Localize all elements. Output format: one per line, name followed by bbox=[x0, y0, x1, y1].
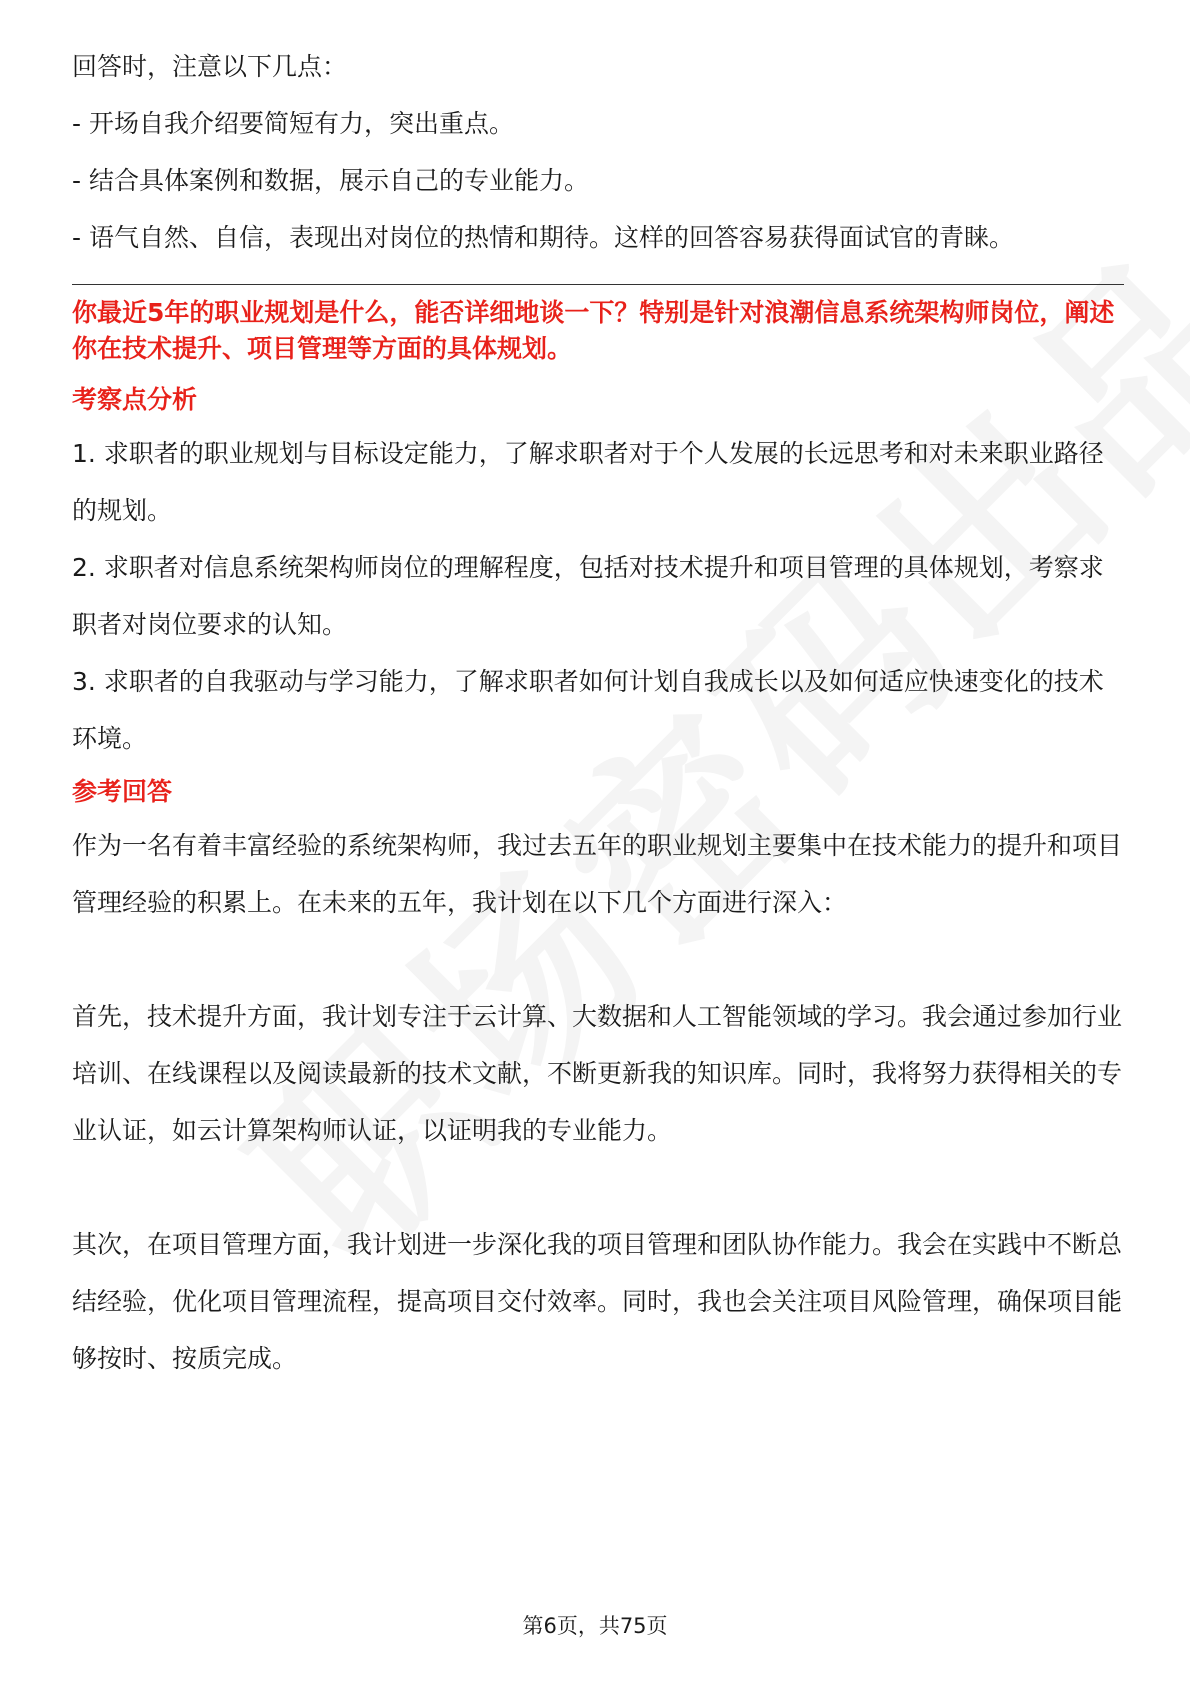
analysis-item-3: 3. 求职者的自我驱动与学习能力，了解求职者如何计划自我成长以及如何适应快速变化的技术环境。 bbox=[72, 667, 1104, 753]
intro-point-3: - 语气自然、自信，表现出对岗位的热情和期待。这样的回答容易获得面试官的青睐。 bbox=[72, 223, 1014, 252]
answer-paragraph-3: 其次，在项目管理方面，我计划进一步深化我的项目管理和团队协作能力。我会在实践中不断总结经验，优化项目管理流程，提高项目交付效率。同时，我也会关注项目风险管理，确保项目能够按时、按质完成。 bbox=[72, 1230, 1123, 1373]
page-content bbox=[72, 38, 1122, 1387]
answer-title: 参考回答 bbox=[72, 777, 173, 806]
intro-point-1: - 开场自我介绍要简短有力，突出重点。 bbox=[72, 109, 514, 138]
analysis-item-1: 1. 求职者的职业规划与目标设定能力，了解求职者对于个人发展的长远思考和对未来职业路径的规划。 bbox=[72, 439, 1104, 525]
intro-point-2: - 结合具体案例和数据，展示自己的专业能力。 bbox=[72, 166, 589, 195]
page-number: 第6页，共75页 bbox=[522, 1614, 668, 1638]
interview-question: 你最近5年的职业规划是什么，能否详细地谈一下？特别是针对浪潮信息系统架构师岗位，阐述你在技术提升、项目管理等方面的具体规划。 bbox=[72, 298, 1115, 363]
paragraph-spacer bbox=[72, 931, 1122, 988]
answer-paragraph-1: 作为一名有着丰富经验的系统架构师，我过去五年的职业规划主要集中在技术能力的提升和项目管理经验的积累上。在未来的五年，我计划在以下几个方面进行深入： bbox=[72, 831, 1123, 917]
answer-paragraph-2: 首先，技术提升方面，我计划专注于云计算、大数据和人工智能领域的学习。我会通过参加行业培训、在线课程以及阅读最新的技术文献，不断更新我的知识库。同时，我将努力获得相关的专业认证，如云计算架构师认证，以证明我的专业能力。 bbox=[72, 1002, 1123, 1145]
analysis-item-2: 2. 求职者对信息系统架构师岗位的理解程度，包括对技术提升和项目管理的具体规划，考察求职者对岗位要求的认知。 bbox=[72, 553, 1104, 639]
section-divider bbox=[72, 284, 1124, 285]
analysis-title: 考察点分析 bbox=[72, 385, 198, 414]
intro-heading: 回答时，注意以下几点： bbox=[72, 52, 348, 81]
paragraph-spacer bbox=[72, 1159, 1122, 1216]
